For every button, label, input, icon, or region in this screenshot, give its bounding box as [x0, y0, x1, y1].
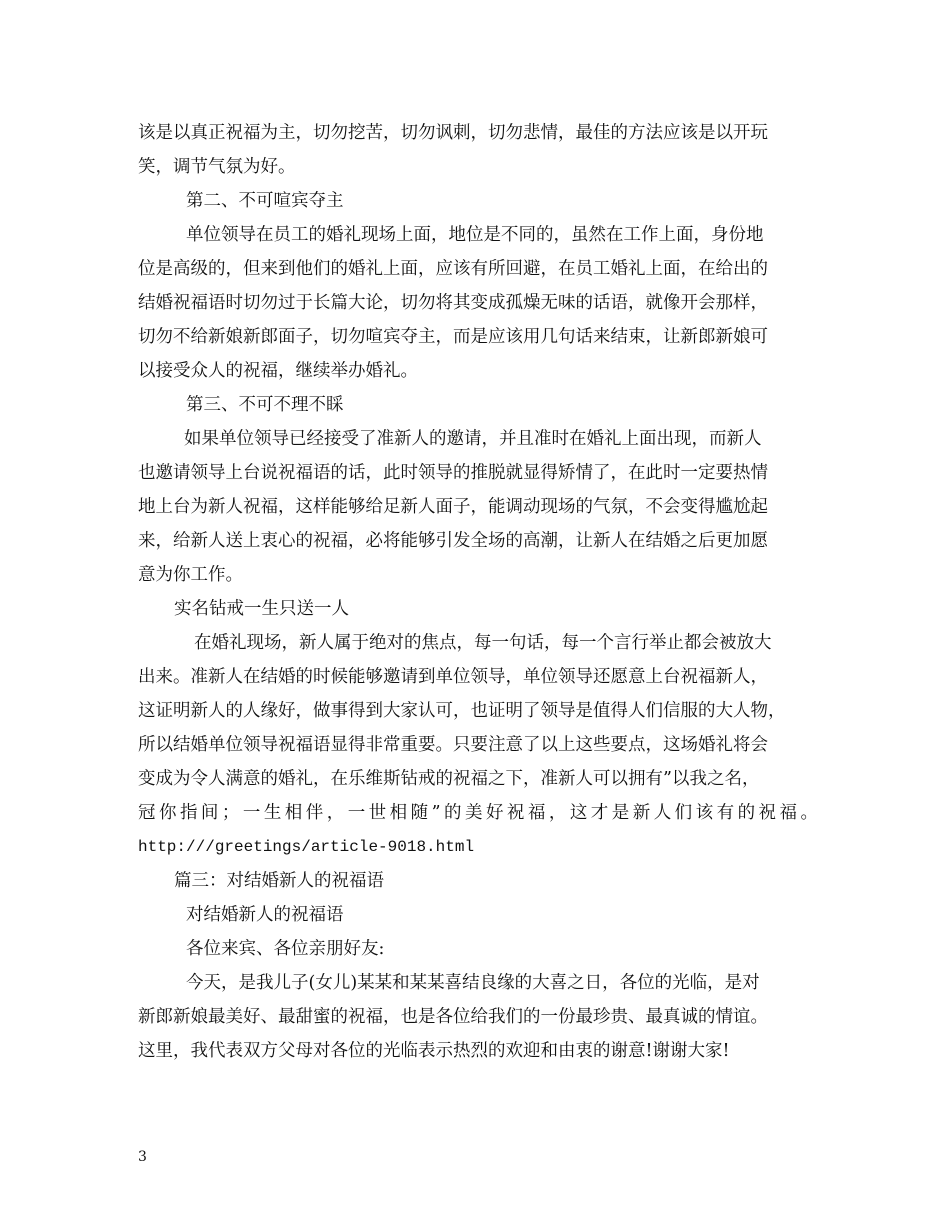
- section-heading: 对结婚新人的祝福语: [186, 905, 344, 925]
- paragraph-line: 各位来宾、各位亲朋好友:: [186, 939, 385, 959]
- paragraph-line: 在婚礼现场，新人属于绝对的焦点，每一句话，每一个言行举止都会被放大: [194, 633, 772, 653]
- paragraph-line: 意为你工作。: [138, 565, 243, 585]
- paragraph-line: 冠你指间；一生相伴，一世相随”的美好祝福，这才是新人们该有的祝福。: [138, 803, 818, 823]
- paragraph-line: 来，给新人送上衷心的祝福，必将能够引发全场的高潮，让新人在结婚之后更加愿: [138, 531, 768, 551]
- paragraph-line: 今天，是我儿子(女儿)某某和某某喜结良缘的大喜之日，各位的光临，是对: [186, 973, 760, 993]
- chapter-heading: 篇三：对结婚新人的祝福语: [174, 871, 384, 891]
- paragraph-line: 所以结婚单位领导祝福语显得非常重要。只要注意了以上这些要点，这场婚礼将会: [138, 735, 768, 755]
- paragraph-line: 地上台为新人祝福，这样能够给足新人面子，能调动现场的气氛，不会变得尴尬起: [138, 497, 768, 517]
- paragraph-line: 变成为令人满意的婚礼，在乐维斯钻戒的祝福之下，准新人可以拥有”以我之名，: [138, 769, 760, 789]
- paragraph-line: 新郎新娘最美好、最甜蜜的祝福，也是各位给我们的一份最珍贵、最真诚的情谊。: [138, 1007, 768, 1027]
- page-number: 3: [138, 1149, 147, 1165]
- section-heading: 第二、不可喧宾夺主: [186, 191, 344, 211]
- url-line: http:///greetings/article-9018.html: [138, 838, 475, 856]
- paragraph-line: 位是高级的，但来到他们的婚礼上面，应该有所回避，在员工婚礼上面，在给出的: [138, 259, 768, 279]
- paragraph-line: 如果单位领导已经接受了准新人的邀请，并且准时在婚礼上面出现，而新人: [184, 429, 762, 449]
- paragraph-line: 这里，我代表双方父母对各位的光临表示热烈的欢迎和由衷的谢意!谢谢大家!: [138, 1041, 730, 1061]
- section-heading: 实名钻戒一生只送一人: [174, 599, 349, 619]
- paragraph-line: 切勿不给新娘新郎面子，切勿喧宾夺主，而是应该用几句话来结束，让新郎新娘可: [138, 327, 768, 347]
- paragraph-line: 该是以真正祝福为主，切勿挖苦，切勿讽刺，切勿悲情，最佳的方法应该是以开玩: [138, 123, 768, 143]
- paragraph-line: 笑，调节气氛为好。: [138, 157, 296, 177]
- paragraph-line: 出来。准新人在结婚的时候能够邀请到单位领导，单位领导还愿意上台祝福新人，: [138, 667, 768, 687]
- paragraph-line: 以接受众人的祝福，继续举办婚礼。: [138, 361, 418, 381]
- paragraph-line: 这证明新人的人缘好，做事得到大家认可，也证明了领导是值得人们信服的大人物，: [138, 701, 786, 721]
- section-heading: 第三、不可不理不睬: [186, 395, 344, 415]
- paragraph-line: 结婚祝福语时切勿过于长篇大论，切勿将其变成孤燥无味的话语，就像开会那样，: [138, 293, 768, 313]
- paragraph-line: 单位领导在员工的婚礼现场上面，地位是不同的，虽然在工作上面，身份地: [186, 225, 764, 245]
- paragraph-line: 也邀请领导上台说祝福语的话，此时领导的推脱就显得矫情了，在此时一定要热情: [138, 463, 768, 483]
